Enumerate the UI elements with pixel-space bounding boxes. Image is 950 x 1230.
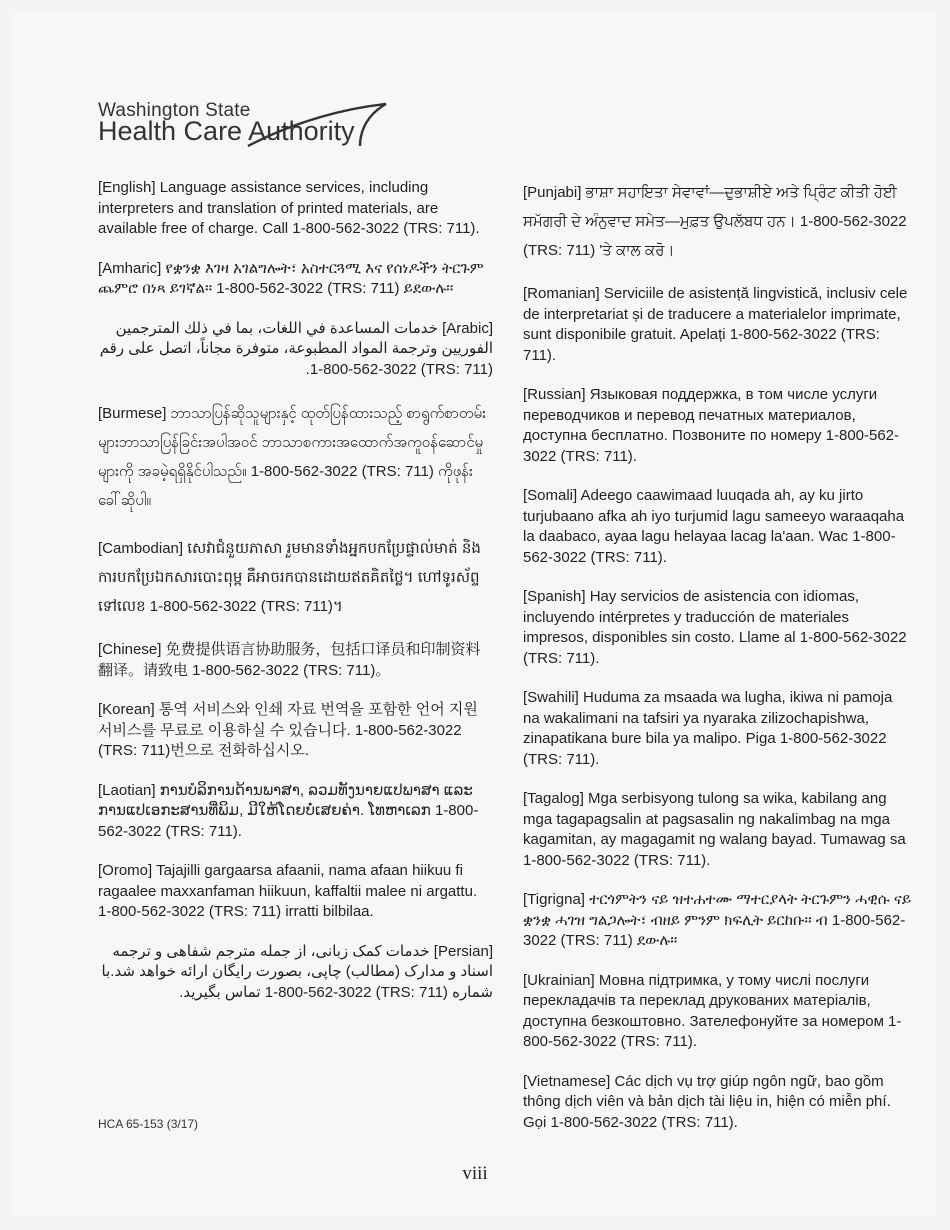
notice-laotian [98, 781, 493, 843]
notice-punjabi [523, 178, 913, 265]
notice-text: [Somali] Adeego caawimaad luuqada ah, ay ku jirto turjubaano afka ah iyo turjumid lagu sameeyo waraaqaha la daabaco, ayaa lagu helayaa lacag la'aan. Wac 1-800-562-3022 (TRS: 711). [523, 487, 905, 566]
right-column [523, 178, 913, 1152]
notice-spanish [523, 587, 913, 669]
notice-text: [Laotian] ການບໍລິການດ້ານພາສາ, ລວມທັງນາຍແປພາສາ ແລະ ການແປເອກະສານທີ່ພິມ, ມີໃຫ້ໂດຍບໍ່ເສຍຄ່າ. ໂທຫາເລກ 1-800-562-3022 (TRS: 711). [98, 781, 479, 840]
notice-russian [523, 385, 913, 467]
notice-text: [Cambodian] សេវាជំនួយភាសា រួមមានទាំងអ្នកបកប្រែផ្ទាល់មាត់ និង ការបកប្រែឯកសារបោះពុម្ព គឺអាចរកបានដោយឥតគិតថ្លៃ។ ហៅទូរស័ព្ទទៅលេខ 1-800-562-3022 (TRS: 711)។ [98, 540, 481, 615]
hca-logo [98, 100, 398, 152]
notice-amharic [98, 259, 493, 300]
notice-arabic [98, 319, 493, 381]
notice-text: [Punjabi] ਭਾਸ਼ਾ ਸਹਾਇਤਾ ਸੇਵਾਵਾਂ—ਦੁਭਾਸ਼ੀਏ ਅਤੇ ਪ੍ਰਿੰਟ ਕੀਤੀ ਹੋਈ ਸਮੱਗਰੀ ਦੇ ਅੰਨੁਵਾਦ ਸਮੇਤ—ਮੁਫ਼ਤ ਉਪਲੱਬਧ ਹਨ। 1-800-562-3022 (TRS: 711) 'ਤੇ ਕਾਲ ਕਰੋ। [523, 184, 907, 259]
notice-text: [Romanian] Serviciile de asistență lingvistică, inclusiv cele de interpretariat și de traducere a materialelor imprimate, sunt disponibile gratuit. Apelați 1-800-562-3022 (TRS: 711). [523, 285, 908, 364]
notice-persian [98, 942, 493, 1004]
logo-line-2-a: A [248, 116, 267, 146]
notice-text: [Burmese] ဘာသာပြန်ဆိုသူများနှင့် ထုတ်ပြန်ထားသည့် စာရွက်စာတမ်းများဘာသာပြန်ခြင်းအပါအဝင် ဘာသာစကားအထောက်အကူဝန်ဆောင်မှုများကို အခမဲ့ရရှိနိုင်ပါသည်။ 1-800-562-3022 (TRS: 711) ကိုဖုန်းခေါ်ဆိုပါ။ [98, 405, 486, 509]
logo-swoosh-icon [98, 100, 398, 152]
notice-text: [Persian] خدمات کمک زبانی، از جمله مترجم شفاهی و ترجمه اسناد و مدارک (مطالب) چاپی، بصورت رایگان ارائه خواهد شد.با شماره (TRS: 711) 1-800-562-3022 تماس بگیرید. [101, 942, 493, 1001]
notice-text: [Russian] Языковая поддержка, в том числе услуги переводчиков и перевод печатных материалов, доступна бесплатно. Позвоните по номеру 1-800-562-3022 (TRS: 711). [523, 386, 900, 465]
notice-chinese [98, 640, 493, 681]
notice-romanian [523, 284, 913, 366]
logo-line-2-prefix: Health Care [98, 116, 249, 146]
notice-text: [Spanish] Hay servicios de asistencia con idiomas, incluyendo intérpretes y traducción de materiales impresos, disponibles sin costo. Llame al 1-800-562-3022 (TRS: 711). [523, 588, 907, 667]
notice-korean [98, 700, 493, 762]
notice-text: [English] Language assistance services, including interpreters and translation of printed materials, are available free of charge. Call 1-800-562-3022 (TRS: 711). [98, 179, 480, 237]
notice-text: [Swahili] Huduma za msaada wa lugha, ikiwa ni pamoja na wakalimani na tafsiri ya nyaraka zilizochapishwa, zinapatikana bure bila ya malipo. Piga 1-800-562-3022 (TRS: 711). [523, 689, 893, 768]
notice-text: [Amharic] የቋንቋ እገዛ አገልግሎት፣ አስተርጓሚ እና የሰነዶችን ትርጉም ጨምሮ በነጻ ይገኛል፡፡ 1-800-562-3022 (TRS: 711) ይደውሉ፡፡ [98, 259, 484, 297]
notice-text: [Vietnamese] Các dịch vụ trợ giúp ngôn ngữ, bao gồm thông dịch viên và bản dịch tài liệu in, hiện có miễn phí. Gọi 1-800-562-3022 (TRS: 711). [523, 1072, 891, 1131]
notice-oromo [98, 861, 493, 923]
notice-text: [Chinese] 免费提供语言协助服务，包括口译员和印制资料翻译。请致电 1-800-562-3022 (TRS: 711)。 [98, 641, 481, 679]
notice-text: [Arabic] خدمات المساعدة في اللغات، بما في ذلك المترجمين الفوريين وترجمة المواد المطبوعة، متوفرة مجاناً، اتصل على رقم (TRS: 711) 1-800-562-3022. [99, 319, 493, 378]
logo-line-2-rest: uthority [266, 116, 355, 146]
notice-text: [Ukrainian] Мовна підтримка, у тому числі послуги перекладачів та переклад друкованих матеріалів, доступна безкоштовно. Зателефонуйте за номером 1-800-562-3022 (TRS: 711). [523, 971, 902, 1050]
logo-line-1: Washington State [98, 100, 251, 121]
notice-tagalog [523, 789, 913, 871]
notice-text: [Tigrigna] ተርጎምትን ናይ ዝተሐተሙ ማተርያላት ትርጉምን ሓዊሱ ናይ ቋንቋ ሓገዝ ግልጋሎት፣ ብዘይ ምንም ክፍሊት ይርከቡ፡፡ ብ 1-800-562-3022 (TRS: 711) ደውሉ፡፡ [523, 891, 912, 949]
notice-ukrainian [523, 971, 913, 1053]
notice-somali [523, 486, 913, 568]
notice-cambodian [98, 534, 493, 621]
notice-swahili [523, 688, 913, 770]
form-number: HCA 65-153 (3/17) [98, 1117, 199, 1131]
notice-text: [Tagalog] Mga serbisyong tulong sa wika, kabilang ang mga tagapagsalin at pagsasalin ng nakalimbag na mga kagamitan, ay magagamit ng walang bayad. Tumawag sa 1-800-562-3022 (TRS: 711). [523, 790, 906, 869]
notice-vietnamese [523, 1072, 913, 1134]
notice-tigrigna [523, 890, 913, 952]
notice-text: [Korean] 통역 서비스와 인쇄 자료 번역을 포함한 언어 지원 서비스를 무료로 이용하실 수 있습니다. 1-800-562-3022 (TRS: 711)번으로 전화하십시오. [98, 701, 478, 759]
notice-text: [Oromo] Tajajilli gargaarsa afaanii, nama afaan hiikuu fi ragaalee maxxanfaman hiikuun, kaffaltii malee ni argattu. 1-800-562-3022 (TRS: 711) irratti bilbilaa. [98, 862, 478, 920]
notice-english [98, 178, 493, 240]
page-number: viii [462, 1163, 488, 1184]
notice-burmese [98, 399, 493, 515]
left-column [98, 178, 493, 1022]
